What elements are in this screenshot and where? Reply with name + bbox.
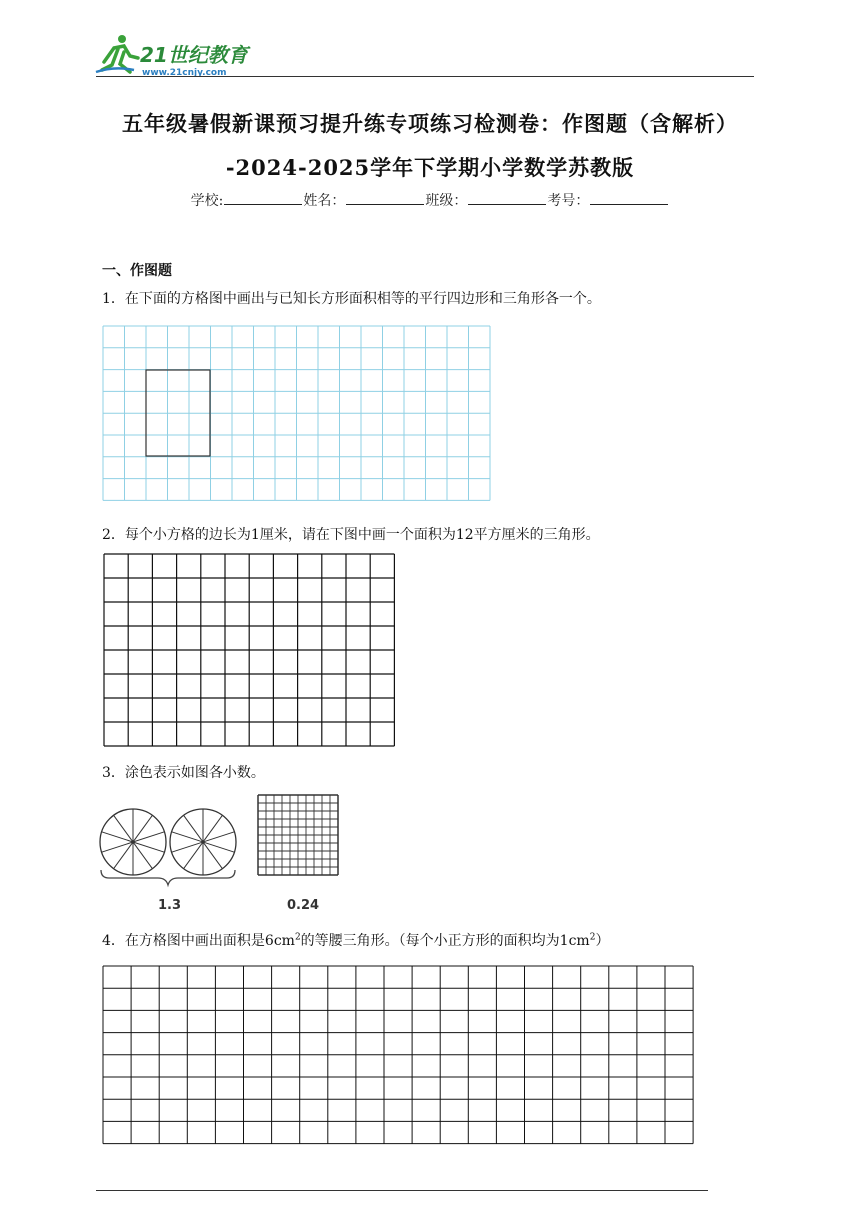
logo-main-text: 21世纪教育 [140, 43, 248, 67]
label-0-24: 0.24 [287, 898, 320, 913]
question-3: 3．涂色表示如图各小数。 [102, 765, 265, 781]
number-label: 考号： [547, 193, 590, 209]
name-label: 姓名： [303, 193, 346, 209]
label-1-3: 1.3 [158, 898, 182, 913]
circle-2-tenths [170, 809, 236, 875]
question-4: 4．在方格图中画出面积是$6cm^2$的等腰三角形。（每个小正方形的面积均为$1cm^2$） [102, 932, 610, 949]
header-rule [96, 76, 754, 77]
logo [94, 32, 264, 78]
number-blank[interactable] [590, 192, 668, 205]
school-label: 学校: [190, 193, 224, 209]
section-title: 一、作图题 [102, 263, 172, 279]
question-1: 1．在下面的方格图中画出与已知长方形面积相等的平行四边形和三角形各一个。 [102, 291, 601, 307]
class-blank[interactable] [468, 192, 546, 205]
name-blank[interactable] [346, 192, 424, 205]
student-info-line [0, 190, 860, 210]
question-3-figure [96, 792, 346, 892]
school-blank[interactable] [224, 192, 302, 205]
question-2-grid [104, 554, 396, 748]
circle-1-tenths [100, 809, 166, 875]
footer-rule [96, 1190, 708, 1191]
question-1-grid [103, 326, 491, 502]
class-label: 班级： [425, 193, 468, 209]
question-4-grid [103, 966, 693, 1144]
logo-runner-icon [94, 32, 264, 78]
hundredths-grid [258, 795, 338, 875]
logo-sub-text: www.21cnjy.com [142, 68, 227, 78]
question-2: 2．每个小方格的边长为1厘米，请在下图中画一个面积为12平方厘米的三角形。 [102, 527, 600, 543]
page-subtitle: -2024-2025学年下学期小学数学苏教版 [225, 155, 635, 180]
page-title: 五年级暑假新课预习提升练专项练习检测卷：作图题（含解析） [122, 111, 738, 136]
